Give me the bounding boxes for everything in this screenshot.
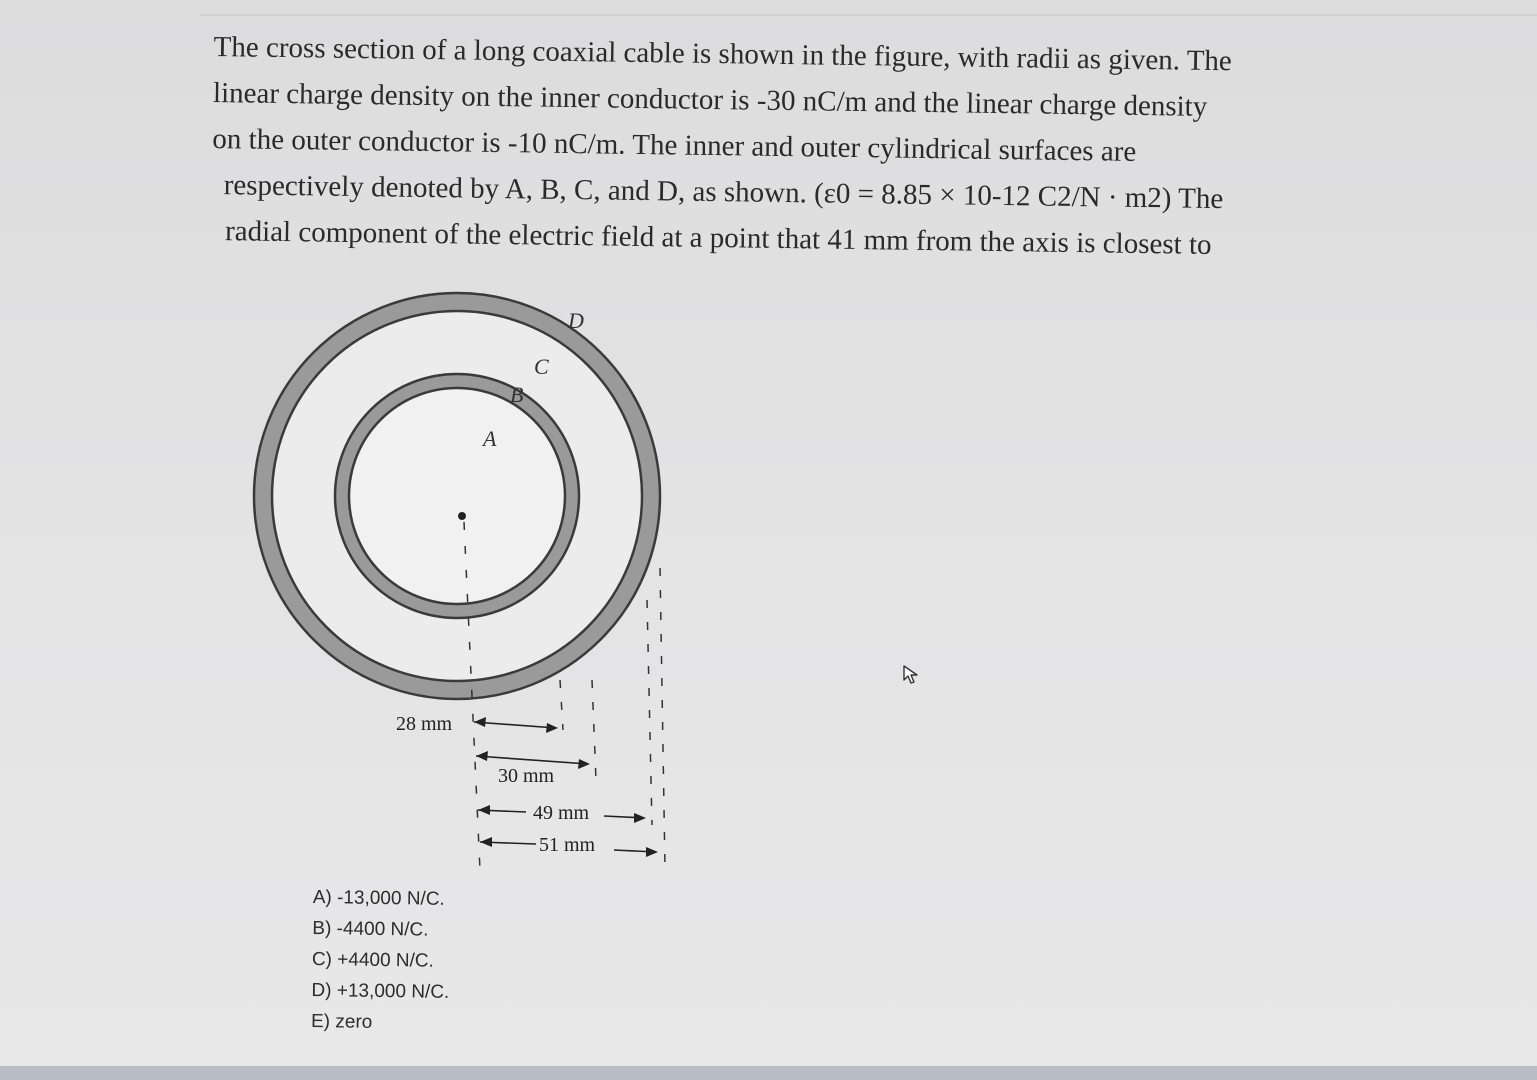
dimension-30mm-arrowhead-left [476,751,488,761]
coaxial-cable-figure [240,290,700,890]
label-b: B [510,382,524,407]
label-c: C [534,354,549,379]
dimension-28mm-arrow [474,722,556,728]
question-text [211,24,1294,269]
option-c[interactable]: C) +4400 N/C. [311,948,435,972]
dimension-30mm-arrow [476,756,588,764]
axis-center-point [458,512,466,520]
question-line-4: respectively denoted by A, B, C, and D, as shown. (ε0 = 8.85 × 10-12 C2/N · m2) The [223,169,1224,216]
option-b[interactable]: B) -4400 N/C. [312,917,429,941]
inner-outer-surface-reference-line [592,680,596,780]
dimension-30mm-label: 30 mm [498,765,555,787]
dimension-49mm-arrowhead-right [634,813,646,823]
question-line-3: on the outer conductor is -10 nC/m. The inner and outer cylindrical surfaces are [212,122,1137,168]
dimension-51mm-label: 51 mm [539,834,596,856]
dimension-28mm-arrowhead-right [546,723,558,733]
inner-surface-reference-line [560,680,563,730]
option-e[interactable]: E) zero [310,1010,373,1033]
dimension-51mm-arrowhead-right [646,847,658,857]
label-d: D [568,308,584,333]
dimension-49mm-arrowhead-left [478,805,490,815]
question-line-2: linear charge density on the inner conductor is -30 nC/m and the linear charge density [212,76,1208,123]
dimension-51mm-arrowhead-left [480,837,492,847]
bottom-taskbar-edge [0,1066,1537,1080]
arrow-cursor-icon [901,664,923,686]
dimension-28mm-arrowhead-left [474,717,486,727]
coaxial-cable-diagram [240,290,700,890]
top-divider [200,14,1537,16]
outer-inner-surface-reference-line [647,600,652,825]
dimension-49mm-label: 49 mm [533,802,590,824]
answer-options [311,882,613,1041]
outer-outer-surface-reference-line [660,568,665,868]
option-d[interactable]: D) +13,000 N/C. [311,979,450,1003]
question-line-1: The cross section of a long coaxial cable is shown in the figure, with radii as given. The [213,30,1233,78]
label-a: A [483,426,497,451]
dimension-28mm-label: 28 mm [396,713,453,735]
dimension-30mm-arrowhead-right [578,759,590,769]
option-a[interactable]: A) -13,000 N/C. [312,886,445,910]
question-line-5: radial component of the electric field at a point that 41 mm from the axis is closest to [224,215,1212,261]
inner-conductor-inner-surface [349,388,565,604]
